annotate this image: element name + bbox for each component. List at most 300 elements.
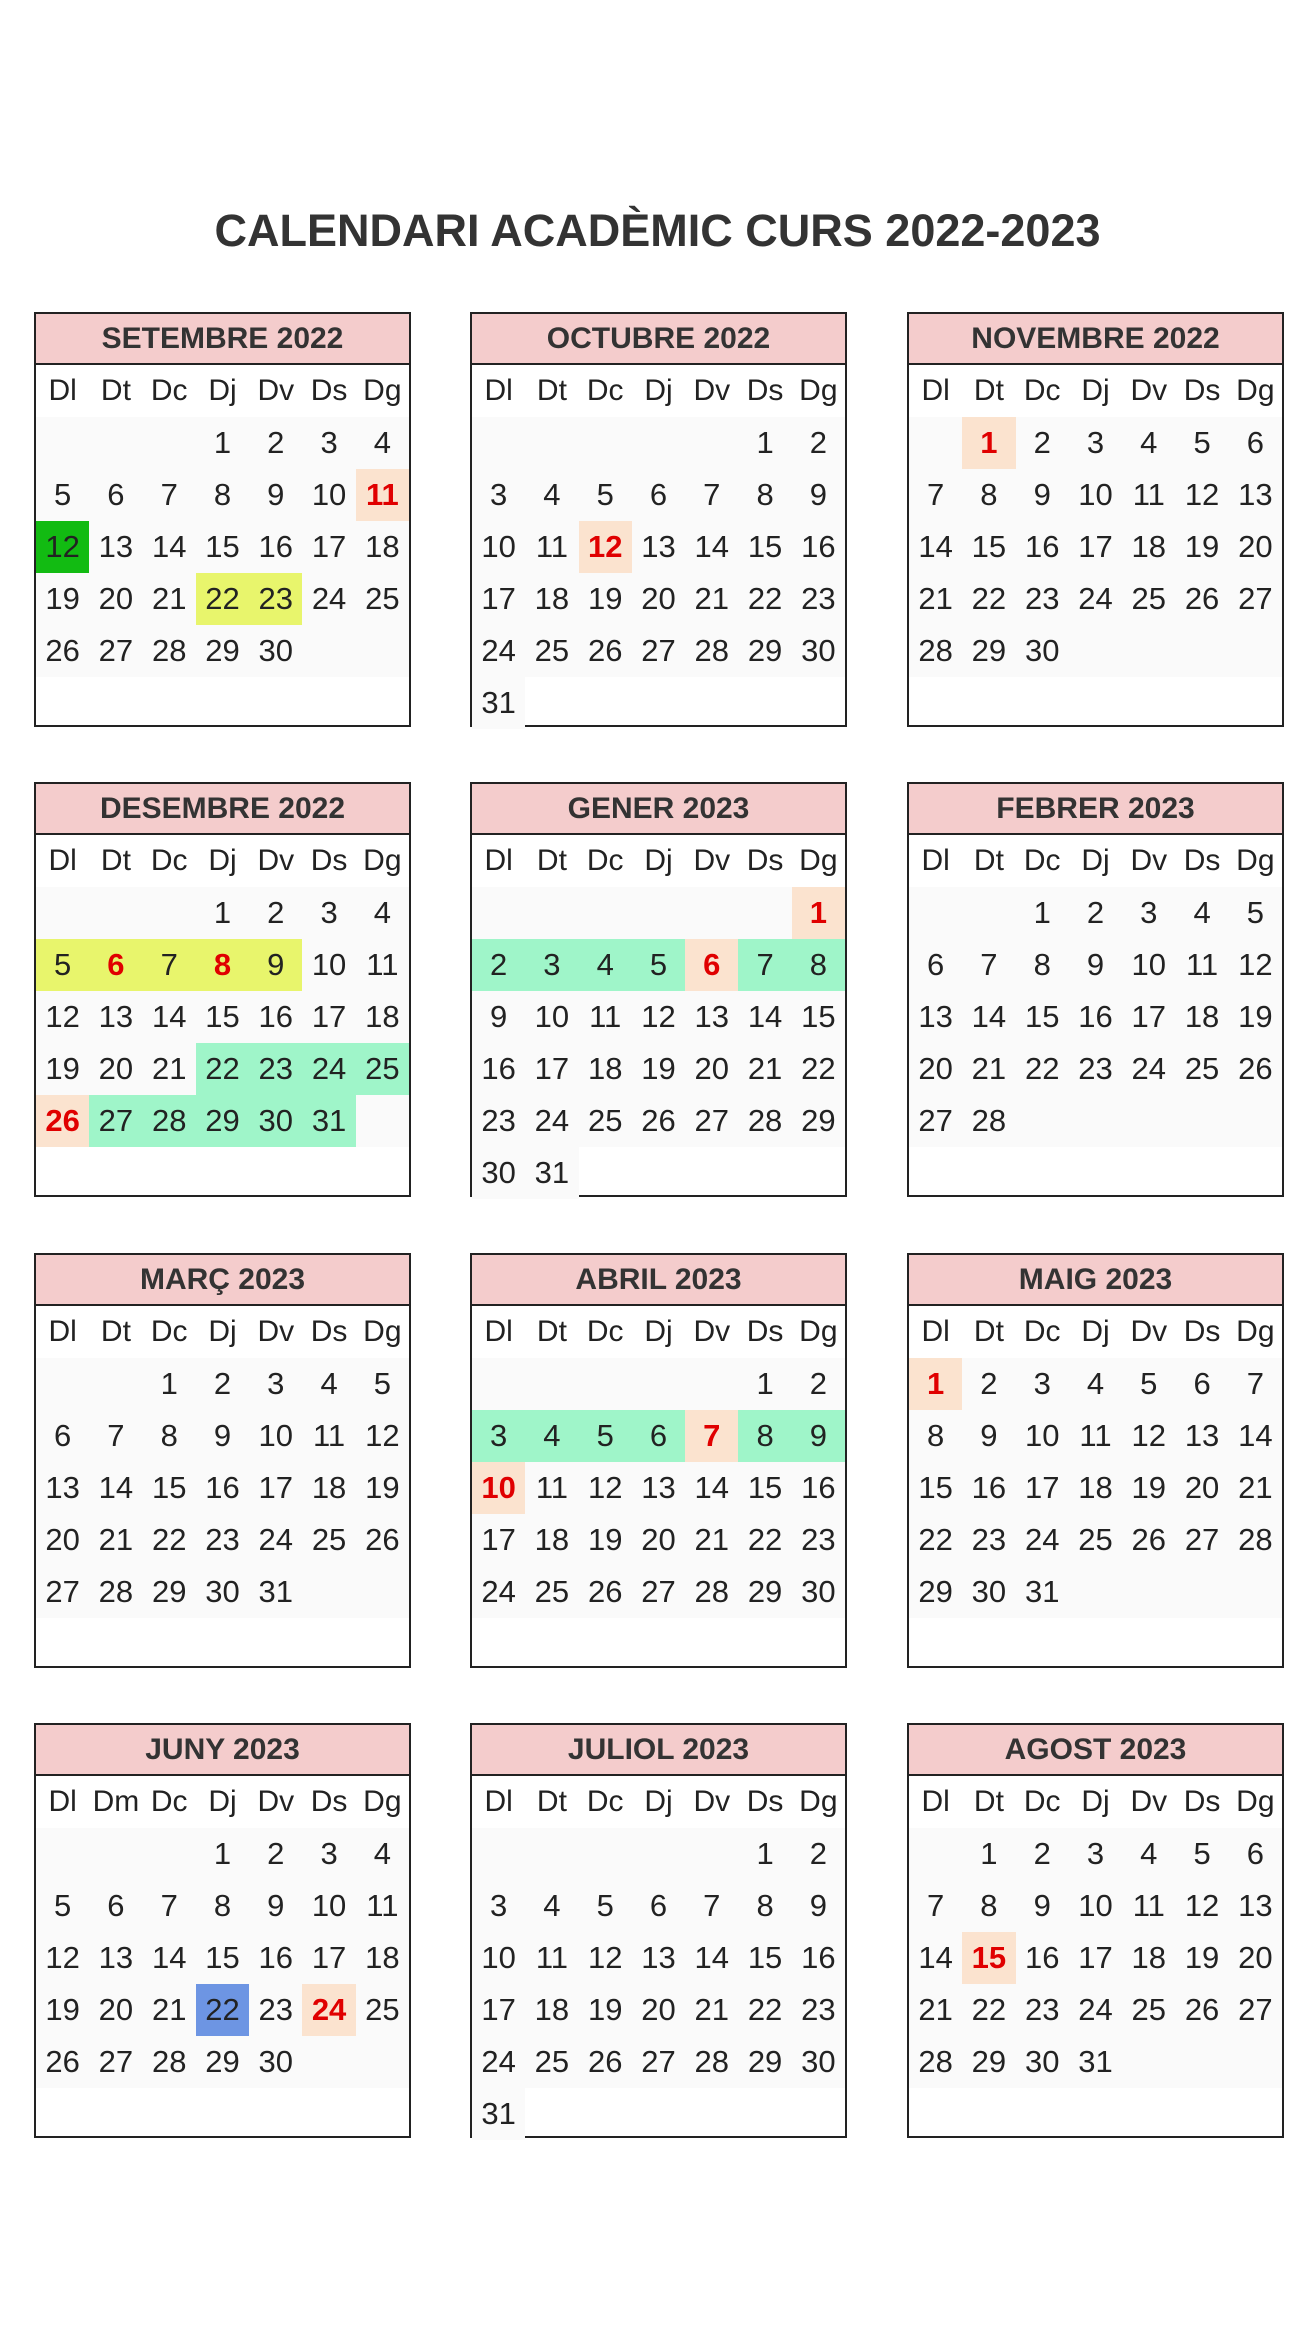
day-cell: 25 [356, 573, 409, 625]
weekday-label: Dj [644, 1785, 673, 1818]
day-cell: 13 [685, 991, 738, 1043]
empty-cell [579, 887, 632, 939]
day-cell: 4 [525, 1410, 578, 1462]
empty-cell [89, 1618, 142, 1670]
empty-cell [1069, 625, 1122, 677]
day-cell: 23 [196, 1514, 249, 1566]
month-days-grid [472, 1306, 845, 1670]
weekday-label: Ds [746, 1785, 784, 1818]
day-cell: 7 [89, 1410, 142, 1462]
weekday-label: Dl [921, 844, 950, 877]
day-cell: 15 [909, 1462, 962, 1514]
day-cell: 24 [472, 2036, 525, 2088]
day-cell: 6 [89, 939, 142, 991]
day-cell: 11 [356, 1880, 409, 1932]
empty-cell [525, 417, 578, 469]
day-cell: 16 [249, 521, 302, 573]
month-title: GENER 2023 [472, 784, 845, 835]
day-cell: 28 [1229, 1514, 1282, 1566]
day-cell: 19 [36, 1043, 89, 1095]
day-cell: 16 [792, 521, 845, 573]
day-cell: 4 [1069, 1358, 1122, 1410]
day-cell: 11 [579, 991, 632, 1043]
empty-cell [143, 887, 196, 939]
weekday-label: Dv [1130, 374, 1168, 407]
empty-cell [909, 1147, 962, 1199]
day-cell: 4 [356, 887, 409, 939]
day-cell: 5 [356, 1358, 409, 1410]
empty-cell [302, 677, 355, 729]
day-cell: 21 [143, 1984, 196, 2036]
day-cell: 30 [792, 1566, 845, 1618]
empty-cell [738, 887, 791, 939]
weekday-label: Dj [208, 1785, 237, 1818]
empty-cell [579, 1147, 632, 1199]
weekday-label: Dj [644, 844, 673, 877]
empty-cell [302, 1147, 355, 1199]
month-days-grid [472, 1776, 845, 2140]
day-cell: 17 [302, 991, 355, 1043]
day-cell: 21 [143, 573, 196, 625]
day-cell: 9 [472, 991, 525, 1043]
day-cell: 9 [1016, 1880, 1069, 1932]
day-cell: 15 [196, 521, 249, 573]
day-cell: 9 [249, 469, 302, 521]
day-cell: 10 [1122, 939, 1175, 991]
empty-cell [738, 2088, 791, 2140]
weekday-label: Dg [363, 844, 402, 877]
empty-cell [525, 2088, 578, 2140]
month-days-grid [36, 1306, 409, 1670]
day-cell: 17 [1122, 991, 1175, 1043]
day-cell: 5 [1175, 417, 1228, 469]
empty-cell [579, 417, 632, 469]
day-cell: 9 [249, 1880, 302, 1932]
day-cell: 8 [196, 469, 249, 521]
day-cell: 10 [249, 1410, 302, 1462]
empty-cell [356, 1566, 409, 1618]
day-cell: 22 [196, 573, 249, 625]
empty-cell [1175, 1147, 1228, 1199]
empty-cell [685, 887, 738, 939]
day-cell: 20 [36, 1514, 89, 1566]
day-cell: 2 [196, 1358, 249, 1410]
day-cell: 28 [143, 1095, 196, 1147]
month-panel [470, 312, 847, 727]
day-cell: 28 [685, 625, 738, 677]
day-cell: 27 [685, 1095, 738, 1147]
weekday-label: Dc [1023, 1785, 1061, 1818]
day-cell: 18 [579, 1043, 632, 1095]
day-cell: 29 [738, 625, 791, 677]
day-cell: 24 [472, 1566, 525, 1618]
day-cell: 29 [196, 2036, 249, 2088]
day-cell: 7 [685, 1880, 738, 1932]
weekday-label: Dt [100, 374, 131, 407]
day-cell: 2 [1069, 887, 1122, 939]
empty-cell [685, 1828, 738, 1880]
weekday-label: Dv [257, 374, 295, 407]
day-cell: 1 [196, 417, 249, 469]
day-cell: 9 [249, 939, 302, 991]
empty-cell [472, 1358, 525, 1410]
empty-cell [356, 2036, 409, 2088]
day-cell: 28 [685, 2036, 738, 2088]
empty-cell [1069, 2088, 1122, 2140]
day-cell: 12 [1122, 1410, 1175, 1462]
month-days-grid [36, 365, 409, 729]
empty-cell [738, 677, 791, 729]
weekday-label: Dc [586, 374, 624, 407]
day-cell: 5 [36, 939, 89, 991]
weekday-label: Dv [257, 1785, 295, 1818]
empty-cell [909, 1618, 962, 1670]
month-panel [470, 1253, 847, 1668]
empty-cell [1175, 2036, 1228, 2088]
empty-cell [1229, 625, 1282, 677]
weekday-label: Dt [973, 844, 1004, 877]
day-cell: 8 [1016, 939, 1069, 991]
day-cell: 28 [143, 625, 196, 677]
day-cell: 17 [525, 1043, 578, 1095]
weekday-label: Dv [1130, 1785, 1168, 1818]
day-cell: 1 [738, 1358, 791, 1410]
empty-cell [1229, 2088, 1282, 2140]
empty-cell [196, 1147, 249, 1199]
day-cell: 3 [302, 417, 355, 469]
empty-cell [632, 1358, 685, 1410]
day-cell: 4 [356, 1828, 409, 1880]
month-days-grid [909, 835, 1282, 1199]
day-cell: 21 [685, 573, 738, 625]
day-cell: 11 [525, 1462, 578, 1514]
day-cell: 21 [89, 1514, 142, 1566]
day-cell: 25 [1122, 573, 1175, 625]
weekday-label: Ds [1183, 374, 1221, 407]
month-days-grid [909, 1776, 1282, 2140]
empty-cell [632, 417, 685, 469]
weekday-label: Dc [150, 1315, 188, 1348]
empty-cell [143, 677, 196, 729]
day-cell: 17 [1016, 1462, 1069, 1514]
day-cell: 19 [36, 1984, 89, 2036]
empty-cell [1122, 2036, 1175, 2088]
empty-cell [685, 1358, 738, 1410]
day-cell: 12 [579, 521, 632, 573]
day-cell: 23 [1016, 573, 1069, 625]
weekday-label: Dj [208, 844, 237, 877]
weekday-label: Dl [921, 1315, 950, 1348]
weekday-label: Dv [257, 1315, 295, 1348]
empty-cell [962, 677, 1015, 729]
day-cell: 2 [249, 1828, 302, 1880]
empty-cell [738, 1147, 791, 1199]
day-cell: 31 [472, 2088, 525, 2140]
day-cell: 10 [525, 991, 578, 1043]
empty-cell [249, 1147, 302, 1199]
empty-cell [1122, 1566, 1175, 1618]
weekday-label: Ds [746, 374, 784, 407]
empty-cell [1229, 1618, 1282, 1670]
weekday-label: Dt [536, 844, 567, 877]
empty-cell [579, 677, 632, 729]
day-cell: 12 [632, 991, 685, 1043]
day-cell: 2 [792, 1358, 845, 1410]
month-panel [907, 1723, 1284, 2138]
day-cell: 21 [909, 1984, 962, 2036]
day-cell: 18 [356, 521, 409, 573]
day-cell: 31 [1069, 2036, 1122, 2088]
day-cell: 1 [962, 417, 1015, 469]
day-cell: 30 [792, 625, 845, 677]
day-cell: 26 [632, 1095, 685, 1147]
day-cell: 7 [143, 939, 196, 991]
weekday-label: Dj [1081, 1785, 1110, 1818]
weekday-label: Dc [150, 1785, 188, 1818]
weekday-label: Dc [1023, 844, 1061, 877]
day-cell: 10 [472, 1462, 525, 1514]
day-cell: 15 [143, 1462, 196, 1514]
empty-cell [1229, 677, 1282, 729]
empty-cell [1122, 2088, 1175, 2140]
day-cell: 3 [472, 1410, 525, 1462]
empty-cell [1069, 1566, 1122, 1618]
weekday-label: Ds [310, 374, 348, 407]
month-days-grid [36, 835, 409, 1199]
day-cell: 3 [302, 887, 355, 939]
day-cell: 19 [1229, 991, 1282, 1043]
day-cell: 18 [1122, 521, 1175, 573]
day-cell: 17 [302, 521, 355, 573]
day-cell: 7 [962, 939, 1015, 991]
empty-cell [143, 1618, 196, 1670]
day-cell: 3 [302, 1828, 355, 1880]
month-title: FEBRER 2023 [909, 784, 1282, 835]
day-cell: 16 [962, 1462, 1015, 1514]
day-cell: 14 [962, 991, 1015, 1043]
day-cell: 11 [1122, 1880, 1175, 1932]
month-title: JUNY 2023 [36, 1725, 409, 1776]
empty-cell [1122, 625, 1175, 677]
weekday-label: Dg [363, 1315, 402, 1348]
empty-cell [89, 1358, 142, 1410]
day-cell: 22 [909, 1514, 962, 1566]
empty-cell [962, 2088, 1015, 2140]
day-cell: 4 [1175, 887, 1228, 939]
empty-cell [89, 2088, 142, 2140]
empty-cell [1016, 1618, 1069, 1670]
weekday-label: Dg [1236, 844, 1275, 877]
empty-cell [632, 1828, 685, 1880]
empty-cell [909, 417, 962, 469]
weekday-label: Dm [92, 1785, 140, 1818]
page-title: CALENDARI ACADÈMIC CURS 2022-2023 [214, 205, 1101, 256]
empty-cell [1175, 625, 1228, 677]
empty-cell [579, 2088, 632, 2140]
day-cell: 21 [685, 1514, 738, 1566]
day-cell: 5 [36, 1880, 89, 1932]
empty-cell [472, 417, 525, 469]
day-cell: 10 [302, 469, 355, 521]
day-cell: 28 [143, 2036, 196, 2088]
day-cell: 22 [738, 1984, 791, 2036]
weekday-label: Dv [693, 1785, 731, 1818]
empty-cell [249, 2088, 302, 2140]
day-cell: 17 [249, 1462, 302, 1514]
day-cell: 19 [356, 1462, 409, 1514]
weekday-label: Ds [1183, 1785, 1221, 1818]
day-cell: 12 [579, 1462, 632, 1514]
weekday-label: Dj [1081, 1315, 1110, 1348]
day-cell: 28 [738, 1095, 791, 1147]
weekday-label: Dl [48, 844, 77, 877]
day-cell: 30 [962, 1566, 1015, 1618]
day-cell: 30 [249, 625, 302, 677]
day-cell: 1 [738, 1828, 791, 1880]
weekday-label: Dl [48, 374, 77, 407]
day-cell: 27 [1175, 1514, 1228, 1566]
day-cell: 25 [1175, 1043, 1228, 1095]
day-cell: 26 [36, 1095, 89, 1147]
day-cell: 9 [196, 1410, 249, 1462]
day-cell: 8 [196, 1880, 249, 1932]
day-cell: 25 [356, 1043, 409, 1095]
day-cell: 8 [909, 1410, 962, 1462]
day-cell: 15 [962, 1932, 1015, 1984]
day-cell: 14 [685, 1932, 738, 1984]
day-cell: 4 [1122, 417, 1175, 469]
weekday-label: Dv [1130, 1315, 1168, 1348]
day-cell: 30 [249, 1095, 302, 1147]
month-title: OCTUBRE 2022 [472, 314, 845, 365]
day-cell: 4 [1122, 1828, 1175, 1880]
day-cell: 28 [962, 1095, 1015, 1147]
day-cell: 3 [1122, 887, 1175, 939]
empty-cell [472, 887, 525, 939]
weekday-label: Dj [1081, 374, 1110, 407]
day-cell: 6 [909, 939, 962, 991]
empty-cell [1175, 1566, 1228, 1618]
day-cell: 1 [909, 1358, 962, 1410]
weekday-label: Dj [1081, 844, 1110, 877]
empty-cell [792, 677, 845, 729]
day-cell: 5 [1175, 1828, 1228, 1880]
day-cell: 30 [196, 1566, 249, 1618]
day-cell: 10 [302, 1880, 355, 1932]
empty-cell [36, 887, 89, 939]
weekday-label: Dc [586, 1785, 624, 1818]
empty-cell [685, 417, 738, 469]
day-cell: 26 [1175, 573, 1228, 625]
empty-cell [302, 625, 355, 677]
day-cell: 7 [738, 939, 791, 991]
day-cell: 24 [1069, 573, 1122, 625]
weekday-label: Dv [693, 844, 731, 877]
day-cell: 8 [738, 469, 791, 521]
day-cell: 16 [1016, 521, 1069, 573]
day-cell: 14 [738, 991, 791, 1043]
month-days-grid [472, 365, 845, 729]
day-cell: 16 [249, 991, 302, 1043]
month-panel [34, 1723, 411, 2138]
day-cell: 5 [579, 1880, 632, 1932]
day-cell: 19 [1175, 521, 1228, 573]
day-cell: 7 [909, 1880, 962, 1932]
empty-cell [525, 677, 578, 729]
day-cell: 9 [1069, 939, 1122, 991]
day-cell: 12 [356, 1410, 409, 1462]
month-days-grid [909, 365, 1282, 729]
empty-cell [632, 1618, 685, 1670]
day-cell: 18 [302, 1462, 355, 1514]
day-cell: 4 [302, 1358, 355, 1410]
day-cell: 17 [472, 573, 525, 625]
day-cell: 3 [525, 939, 578, 991]
day-cell: 24 [302, 573, 355, 625]
day-cell: 7 [685, 1410, 738, 1462]
day-cell: 6 [1229, 1828, 1282, 1880]
empty-cell [525, 1618, 578, 1670]
day-cell: 24 [1069, 1984, 1122, 2036]
empty-cell [302, 2036, 355, 2088]
day-cell: 12 [1175, 1880, 1228, 1932]
day-cell: 25 [525, 2036, 578, 2088]
day-cell: 20 [632, 573, 685, 625]
day-cell: 20 [89, 1984, 142, 2036]
day-cell: 13 [1229, 469, 1282, 521]
day-cell: 13 [632, 521, 685, 573]
day-cell: 23 [249, 1984, 302, 2036]
day-cell: 23 [792, 1514, 845, 1566]
day-cell: 8 [738, 1410, 791, 1462]
day-cell: 31 [525, 1147, 578, 1199]
day-cell: 24 [525, 1095, 578, 1147]
empty-cell [36, 1828, 89, 1880]
day-cell: 6 [89, 1880, 142, 1932]
empty-cell [1175, 677, 1228, 729]
day-cell: 26 [579, 625, 632, 677]
empty-cell [356, 2088, 409, 2140]
weekday-label: Dc [150, 844, 188, 877]
empty-cell [89, 1828, 142, 1880]
empty-cell [1069, 1095, 1122, 1147]
weekday-label: Dt [973, 1785, 1004, 1818]
empty-cell [962, 1618, 1015, 1670]
day-cell: 29 [143, 1566, 196, 1618]
day-cell: 20 [1229, 521, 1282, 573]
day-cell: 18 [525, 1984, 578, 2036]
day-cell: 23 [249, 573, 302, 625]
empty-cell [685, 1618, 738, 1670]
day-cell: 31 [472, 677, 525, 729]
day-cell: 13 [89, 521, 142, 573]
month-panel [470, 782, 847, 1197]
day-cell: 25 [302, 1514, 355, 1566]
day-cell: 18 [525, 573, 578, 625]
empty-cell [196, 1618, 249, 1670]
day-cell: 17 [472, 1984, 525, 2036]
empty-cell [632, 1147, 685, 1199]
empty-cell [685, 677, 738, 729]
weekday-label: Dg [799, 1785, 838, 1818]
day-cell: 4 [525, 469, 578, 521]
day-cell: 20 [89, 1043, 142, 1095]
day-cell: 22 [143, 1514, 196, 1566]
day-cell: 13 [632, 1932, 685, 1984]
empty-cell [302, 2088, 355, 2140]
day-cell: 10 [472, 1932, 525, 1984]
weekday-label: Dt [973, 374, 1004, 407]
